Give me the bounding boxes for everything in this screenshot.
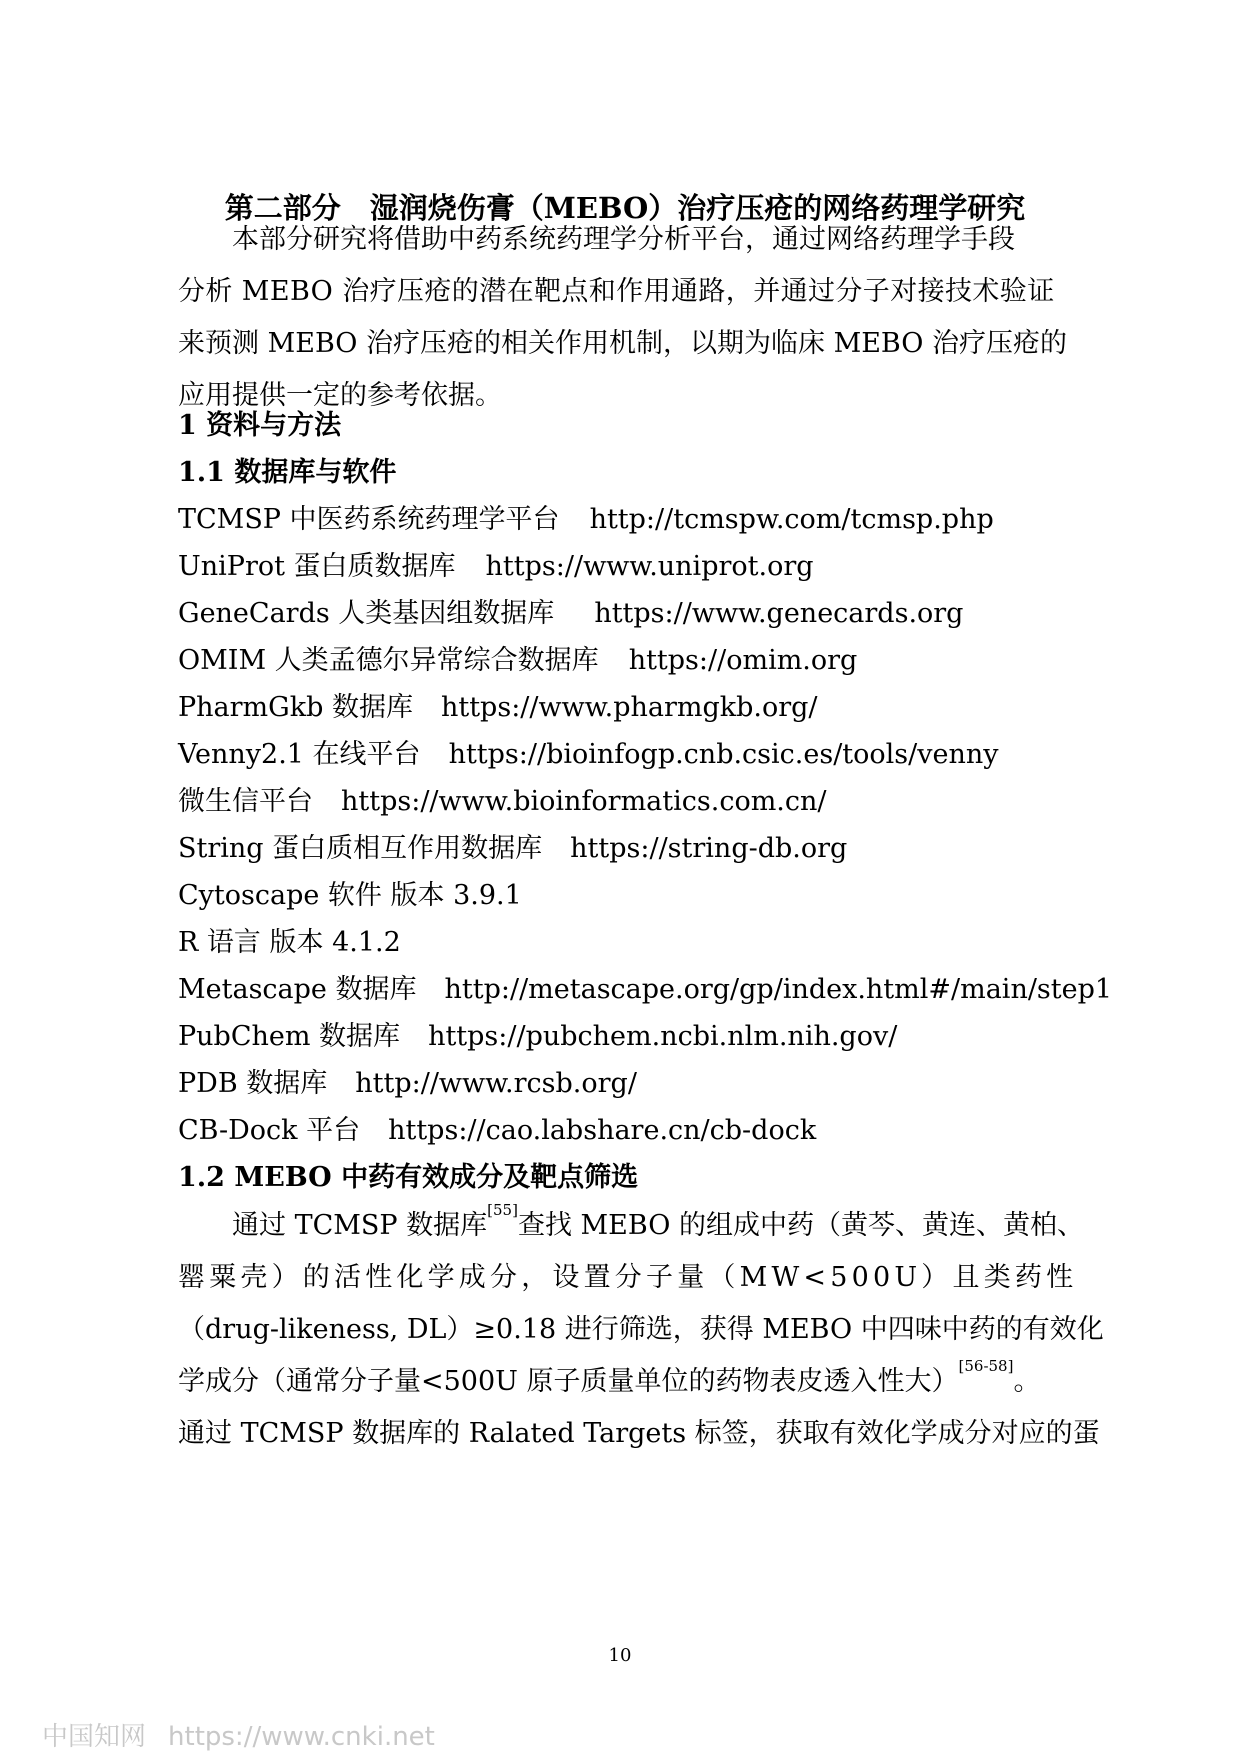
resource-name: Venny2.1 在线平台 bbox=[178, 739, 421, 770]
resource-row bbox=[178, 591, 963, 630]
resource-url[interactable]: https://www.uniprot.org bbox=[485, 551, 814, 582]
resource-url[interactable]: https://omim.org bbox=[628, 645, 858, 676]
page-number: 10 bbox=[608, 1645, 632, 1666]
watermark-url: https://www.cnki.net bbox=[168, 1722, 435, 1752]
resource-url[interactable]: https://www.pharmgkb.org/ bbox=[440, 692, 818, 723]
intro-line: 分析 MEBO 治疗压疮的潜在靶点和作用通路，并通过分子对接技术验证 bbox=[178, 276, 1055, 307]
section-heading-1-1: 1.1 数据库与软件 bbox=[178, 457, 397, 488]
resource-row bbox=[178, 920, 401, 959]
resource-name: PharmGkb 数据库 bbox=[178, 692, 413, 723]
resource-row bbox=[178, 1014, 897, 1053]
resource-url[interactable]: http://www.rcsb.org/ bbox=[355, 1068, 637, 1099]
resource-name: GeneCards 人类基因组数据库 bbox=[178, 598, 555, 629]
body-line: 通过 TCMSP 数据库的 Ralated Targets 标签，获取有效化学成分对应的蛋 bbox=[178, 1418, 1100, 1449]
resource-name: String 蛋白质相互作用数据库 bbox=[178, 833, 543, 864]
resource-row bbox=[178, 732, 999, 771]
body-line bbox=[232, 1203, 1084, 1242]
resource-row bbox=[178, 826, 847, 865]
resource-url[interactable]: http://tcmspw.com/tcmsp.php bbox=[589, 504, 994, 535]
resource-row bbox=[178, 967, 1112, 1006]
resource-name: TCMSP 中医药系统药理学平台 bbox=[178, 504, 560, 535]
body-line bbox=[178, 1359, 1040, 1398]
resource-name: UniProt 蛋白质数据库 bbox=[178, 551, 456, 582]
watermark bbox=[42, 1716, 435, 1753]
intro-line: 应用提供一定的参考依据。 bbox=[178, 380, 502, 411]
resource-row bbox=[178, 1108, 816, 1147]
resource-url[interactable]: https://string-db.org bbox=[570, 833, 848, 864]
watermark-brand: 中国知网 bbox=[42, 1722, 147, 1752]
resource-name: Metascape 数据库 bbox=[178, 974, 417, 1005]
resource-row bbox=[178, 873, 522, 912]
intro-line: 来预测 MEBO 治疗压疮的相关作用机制，以期为临床 MEBO 治疗压疮的 bbox=[178, 328, 1067, 359]
intro-line: 本部分研究将借助中药系统药理学分析平台，通过网络药理学手段 bbox=[232, 224, 1015, 255]
resource-name: PDB 数据库 bbox=[178, 1068, 328, 1099]
intro-paragraph bbox=[178, 214, 1098, 422]
resource-url[interactable]: https://bioinfogp.cnb.csic.es/tools/venny bbox=[448, 739, 999, 770]
resource-name: PubChem 数据库 bbox=[178, 1021, 401, 1052]
resource-name: OMIM 人类孟德尔异常综合数据库 bbox=[178, 645, 599, 676]
resource-row bbox=[178, 779, 827, 818]
resource-url[interactable]: https://cao.labshare.cn/cb-dock bbox=[388, 1115, 817, 1146]
part-title: 第二部分 湿润烧伤膏（MEBO）治疗压疮的网络药理学研究 bbox=[224, 191, 1026, 225]
resource-row bbox=[178, 1061, 637, 1100]
citation: [56-58] bbox=[958, 1357, 1014, 1375]
resource-url[interactable]: https://www.bioinformatics.com.cn/ bbox=[341, 786, 827, 817]
resource-url[interactable]: https://pubchem.ncbi.nlm.nih.gov/ bbox=[428, 1021, 898, 1052]
resource-name: 微生信平台 bbox=[178, 786, 313, 817]
body-text: 。 bbox=[1013, 1366, 1041, 1397]
resource-row bbox=[178, 685, 818, 724]
section-heading-1: 1 资料与方法 bbox=[178, 410, 342, 441]
resource-row bbox=[178, 544, 814, 583]
body-line: （drug-likeness, DL）≥0.18 进行筛选，获得 MEBO 中四味中药的有效化 bbox=[178, 1314, 1104, 1345]
resource-url[interactable]: http://metascape.org/gp/index.html#/main/step1 bbox=[444, 974, 1113, 1005]
resource-name: Cytoscape 软件 版本 3.9.1 bbox=[178, 880, 522, 911]
resource-name: CB-Dock 平台 bbox=[178, 1115, 361, 1146]
resource-url[interactable]: https://www.genecards.org bbox=[594, 598, 964, 629]
citation: [55] bbox=[487, 1201, 518, 1219]
body-text: 查找 MEBO 的组成中药（黄芩、黄连、黄柏、 bbox=[517, 1210, 1084, 1241]
resource-row bbox=[178, 497, 994, 536]
body-text: 通过 TCMSP 数据库 bbox=[232, 1210, 488, 1241]
resource-name: R 语言 版本 4.1.2 bbox=[178, 927, 401, 958]
body-line: 罂粟壳）的活性化学成分，设置分子量（MW<500U）且类药性 bbox=[178, 1262, 1078, 1293]
body-text: 学成分（通常分子量<500U 原子质量单位的药物表皮透入性大） bbox=[178, 1366, 959, 1397]
section-heading-1-2: 1.2 MEBO 中药有效成分及靶点筛选 bbox=[178, 1162, 639, 1193]
resource-row bbox=[178, 638, 857, 677]
